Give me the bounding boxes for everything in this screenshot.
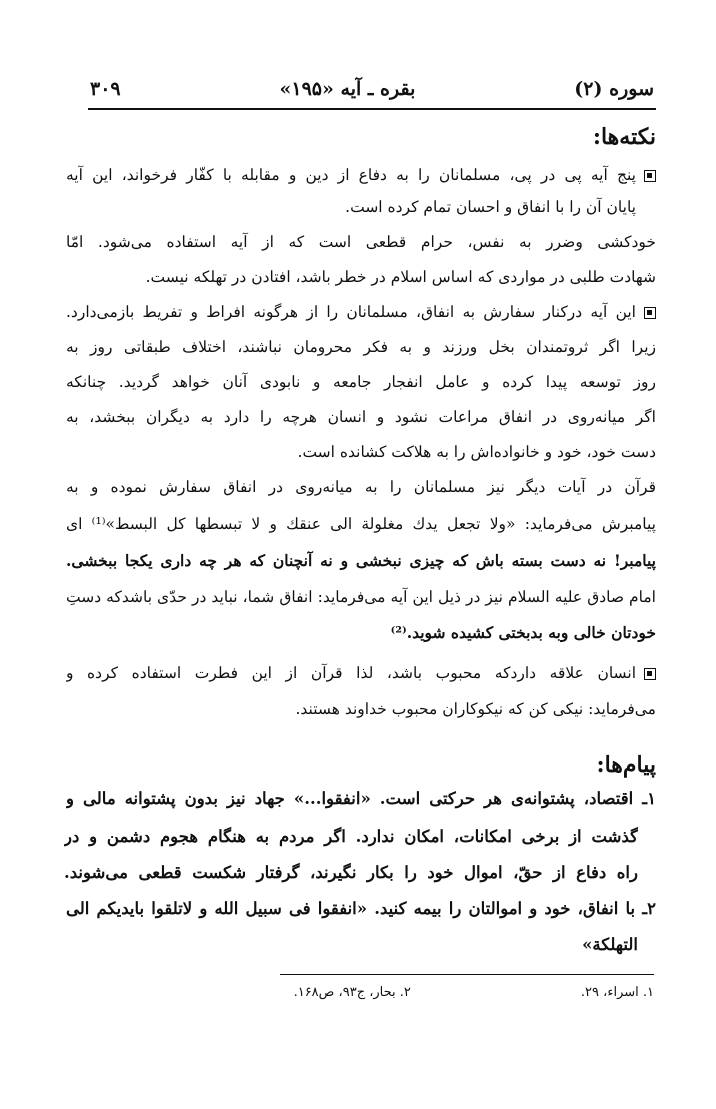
page-number: ۳۰۹ <box>90 78 121 100</box>
message-line: گذشت از برخی امکانات، امکان ندارد. اگر مردم به هنگام هجوم دشمن و در <box>64 827 638 846</box>
notes-line: پنج آیه پی در پی، مسلمانان را به دفاع از دین و مقابله با کفّار فرخواند، این آیه <box>66 166 636 184</box>
header-rule <box>88 108 656 110</box>
footnote-rule <box>280 974 654 975</box>
messages-heading: پیام‌ها: <box>596 752 656 778</box>
notes-line: پایان آن را با انفاق و احسان تمام کرده است. <box>345 198 636 216</box>
message-line: ۱ـ اقتصاد، پشتوانه‌ی هر حرکتی است. «انفقوا...» جهاد نیز بدون پشتوانه مالی و <box>66 789 656 808</box>
footnote-2: ۲. بحار، ج۹۳، ص۱۶۸. <box>293 985 411 1000</box>
page-header <box>90 72 654 106</box>
message-line: راه دفاع از حقّ، اموال خود را بکار نگیرند، گرفتار شکست قطعی می‌شوند. <box>64 863 638 882</box>
notes-line: شهادت طلبی در مواردی که اساس اسلام در خطر باشد، افتادن در تهلکه نیست. <box>145 268 656 286</box>
notes-line: روز توسعه پیدا کرده و عامل انفجار جامعه و نابودی آنان خواهد گردید. چنانکه <box>66 373 656 391</box>
message-line: ۲ـ با انفاق، خود و اموالتان را بیمه کنید. «انفقوا فی سبیل الله و لاتلقوا بایدیکم الی <box>66 899 656 918</box>
notes-line: زیرا اگر ثروتمندان بخل ورزند و به فکر محرومان نباشند، اختلاف طبقاتی روز به <box>66 338 656 356</box>
notes-line: اگر میانه‌روی در انفاق مراعات نشود و انسان هرچه را دارد به دیگران ببخشد، به <box>66 408 656 426</box>
notes-line: می‌فرماید: نیکی کن که نیکوکاران محبوب خداوند هستند. <box>295 700 656 718</box>
surah-label: سوره (۲) <box>574 78 654 100</box>
notes-line: امام صادق علیه السلام نیز در ذیل این آیه می‌فرماید: انفاق شما، نباید در حدّی باشدکه دستِ <box>66 588 656 606</box>
notes-line: قرآن در آیات دیگر نیز مسلمانان را به میانه‌روی در انفاق سفارش نموده و به <box>66 478 656 496</box>
notes-line: انسان علاقه داردکه محبوب باشد، لذا قرآن از این فطرت استفاده کرده و <box>66 664 636 682</box>
notes-line: دست خود، خود و خانواده‌اش را به هلاکت کشانده است. <box>297 443 656 461</box>
message-line: التهلکة» <box>582 935 638 954</box>
notes-line: خودتان خالی وبه بدبختی کشیده شوید.⁽²⁾ <box>390 623 656 642</box>
bullet-icon <box>644 668 656 680</box>
bullet-icon <box>644 170 656 182</box>
notes-line-translation: پیامبر! نه دست بسته باش که چیزی نبخشی و نه آنچنان که هر چه داری یکجا ببخشی. <box>66 551 656 570</box>
bullet-icon <box>644 307 656 319</box>
notes-line-quote: پیامبرش می‌فرماید: «ولا تجعل یدك مغلولة الی عنقك و لا تبسطها کل البسط»⁽¹⁾ ای <box>66 515 656 533</box>
footnotes <box>88 985 654 1000</box>
footnote-1: ۱. اسراء، ۲۹. <box>580 985 654 1000</box>
notes-heading: نکته‌ها: <box>592 124 656 150</box>
notes-line: خودکشی وضرر به نفس، حرام قطعی است که از آیه استفاده می‌شود. امّا <box>66 233 656 251</box>
notes-line: این آیه درکنار سفارش به انفاق، مسلمانان را از هرگونه افراط و تفریط بازمی‌دارد. <box>66 303 636 321</box>
verse-reference: بقره ـ آیه «۱۹۵» <box>279 78 416 100</box>
